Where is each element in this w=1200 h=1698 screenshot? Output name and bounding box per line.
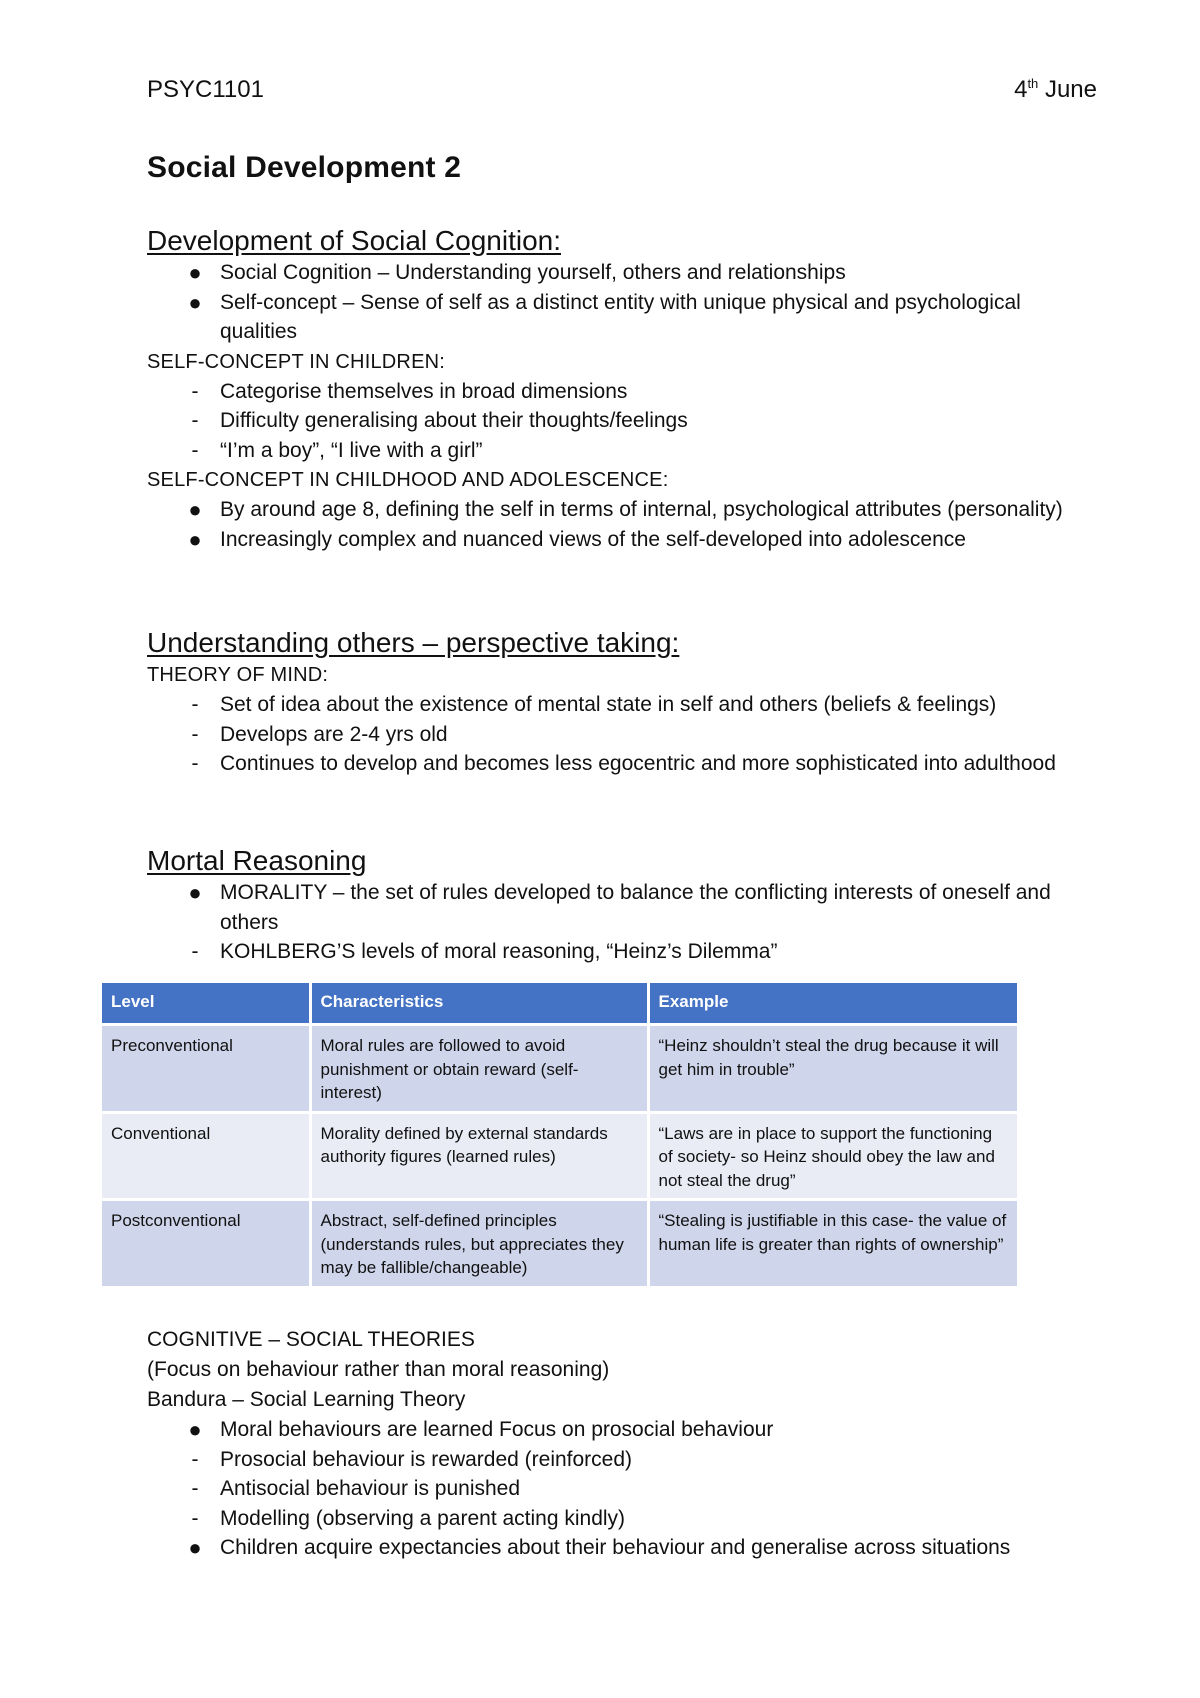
bullet-list	[147, 495, 1097, 554]
dash-icon: -	[191, 722, 199, 746]
list-item: - Set of idea about the existence of mental state in self and others (beliefs & feelings)	[147, 690, 1097, 720]
list-item: ● Moral behaviours are learned Focus on prosocial behaviour	[147, 1415, 1097, 1445]
dash-icon: -	[191, 438, 199, 462]
dash-icon: -	[191, 409, 199, 432]
list-item: ● MORALITY – the set of rules developed to balance the conflicting interests of oneself and others	[147, 878, 1097, 937]
list-item: - KOHLBERG’S levels of moral reasoning, “Heinz’s Dilemma”	[147, 937, 1097, 967]
list-item: - Antisocial behaviour is punished	[147, 1474, 1097, 1504]
table-cell: Morality defined by external standards authority figures (learned rules)	[310, 1112, 648, 1200]
mixed-list	[147, 878, 1097, 967]
section-perspective-taking	[147, 626, 1097, 779]
note-line: (Focus on behaviour rather than moral reasoning)	[147, 1358, 610, 1381]
page-title: Social Development 2	[147, 151, 462, 184]
list-item: ● By around age 8, defining the self in terms of internal, psychological attributes (personality)	[147, 495, 1097, 525]
list-item: - Prosocial behaviour is rewarded (reinforced)	[147, 1445, 1097, 1475]
page-header	[147, 76, 1097, 110]
table-cell: Preconventional	[102, 1025, 310, 1113]
bullet-icon: ●	[188, 289, 202, 315]
list-item: ● Social Cognition – Understanding yourself, others and relationships	[147, 258, 1097, 288]
list-item: ● Increasingly complex and nuanced views of the self-developed into adolescence	[147, 525, 1097, 555]
table-cell: Moral rules are followed to avoid punishment or obtain reward (self-interest)	[310, 1025, 648, 1113]
subheading: SELF-CONCEPT IN CHILDREN:	[147, 350, 446, 373]
list-item: - Modelling (observing a parent acting kindly)	[147, 1504, 1097, 1534]
section-cognitive-social	[147, 1325, 1097, 1563]
dash-icon: -	[191, 1506, 199, 1530]
list-item: ● Children acquire expectancies about their behaviour and generalise across situations	[147, 1533, 1097, 1563]
dash-icon: -	[191, 752, 199, 775]
section-heading: Development of Social Cognition:	[147, 225, 562, 256]
bullet-list	[147, 258, 1097, 347]
table-cell: “Laws are in place to support the functioning of society- so Heinz should obey the law and not steal the drug”	[648, 1112, 1017, 1200]
section-moral-reasoning	[147, 844, 1097, 967]
table-header-row	[102, 983, 1017, 1025]
dash-icon: -	[191, 1477, 199, 1500]
bullet-icon: ●	[188, 497, 202, 522]
dash-list	[147, 377, 1097, 466]
kohlberg-table	[102, 983, 1017, 1286]
table-row	[102, 1025, 1017, 1113]
table-cell: “Heinz shouldn’t steal the drug because it will get him in trouble”	[648, 1025, 1017, 1113]
column-header: Example	[648, 983, 1017, 1025]
dash-icon: -	[191, 379, 199, 403]
bullet-icon: ●	[188, 1535, 202, 1560]
theory-line: Bandura – Social Learning Theory	[147, 1388, 466, 1411]
section-heading: Mortal Reasoning	[147, 845, 367, 876]
bullet-icon: ●	[188, 526, 202, 552]
subheading: SELF-CONCEPT IN CHILDHOOD AND ADOLESCENCE:	[147, 469, 669, 491]
bullet-icon: ●	[188, 260, 202, 285]
table-cell: Postconventional	[102, 1200, 310, 1286]
table-row	[102, 1112, 1017, 1200]
lecture-date: 4th June	[1014, 76, 1097, 103]
table-cell: Abstract, self-defined principles (understands rules, but appreciates they may be fallible/changeable)	[310, 1200, 648, 1286]
list-item: - Categorise themselves in broad dimensions	[147, 377, 1097, 407]
bullet-icon: ●	[188, 1417, 202, 1442]
list-item: - “I’m a boy”, “I live with a girl”	[147, 436, 1097, 466]
subheading: THEORY OF MIND:	[147, 664, 329, 686]
list-item: - Develops are 2-4 yrs old	[147, 720, 1097, 750]
column-header: Level	[102, 983, 310, 1025]
bullet-icon: ●	[188, 880, 202, 905]
section-heading: Understanding others – perspective taking:	[147, 627, 680, 658]
section-social-cognition	[147, 224, 1097, 554]
table-cell: “Stealing is justifiable in this case- the value of human life is greater than rights of ownership”	[648, 1200, 1017, 1286]
table-cell: Conventional	[102, 1112, 310, 1200]
column-header: Characteristics	[310, 983, 648, 1025]
dash-icon: -	[191, 940, 199, 963]
mixed-list	[147, 1415, 1097, 1563]
dash-icon: -	[191, 1447, 199, 1471]
dash-list	[147, 690, 1097, 779]
dash-icon: -	[191, 693, 199, 716]
list-item: ● Self-concept – Sense of self as a distinct entity with unique physical and psychological qualities	[147, 288, 1097, 347]
list-item: - Continues to develop and becomes less egocentric and more sophisticated into adulthood	[147, 749, 1097, 779]
list-item: - Difficulty generalising about their thoughts/feelings	[147, 406, 1097, 436]
course-code: PSYC1101	[147, 76, 264, 103]
subheading: COGNITIVE – SOCIAL THEORIES	[147, 1328, 475, 1351]
table-row	[102, 1200, 1017, 1286]
